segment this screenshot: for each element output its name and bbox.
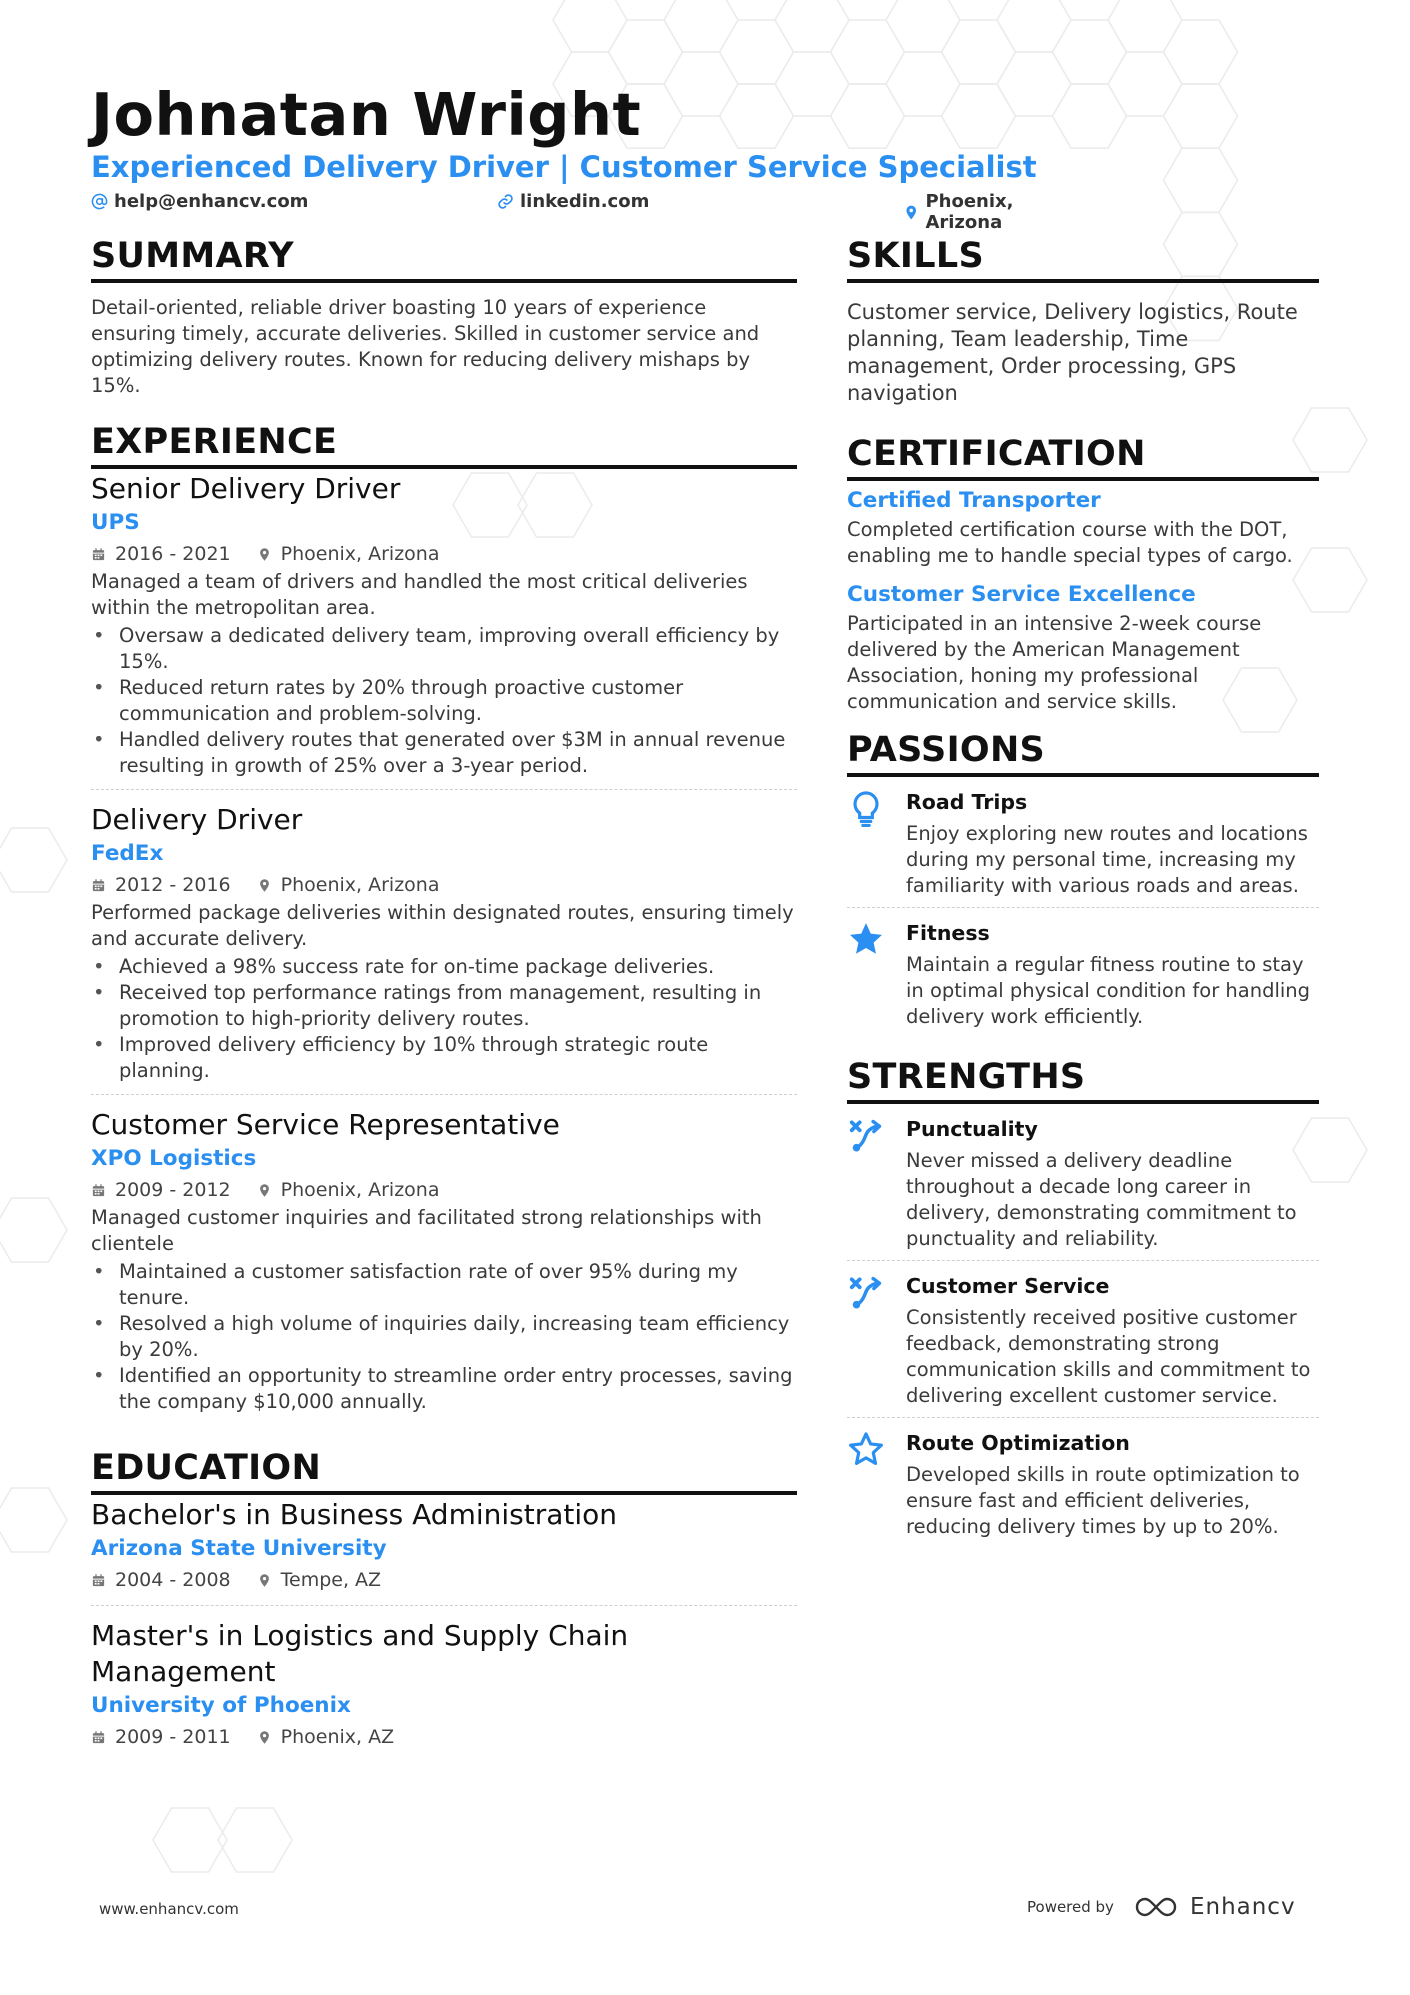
item-title: Punctuality [906,1117,1038,1141]
skills-heading: SKILLS [847,235,1319,283]
certification-item [847,579,1319,715]
certification-name[interactable]: Certified Transporter [847,488,1101,513]
summary-heading: SUMMARY [91,235,797,283]
calendar-icon [91,1183,106,1198]
certification-name[interactable]: Customer Service Excellence [847,582,1196,607]
entry-location [257,870,440,900]
email-text: help@enhancv.com [114,191,309,212]
item-title: Fitness [906,921,990,945]
location-text: Phoenix, Arizona [925,191,1014,233]
candidate-name: Johnatan Wright [91,80,642,149]
job-title: Customer Service Representative [91,1108,560,1141]
achievement-item: • Identified an opportunity to streamline order entry processes, saving the company $10,000 annually. [91,1363,797,1415]
item-title: Route Optimization [906,1431,1130,1455]
education-heading: EDUCATION [91,1447,797,1495]
job-description: Managed customer inquiries and facilitated strong relationships with clientele [91,1206,762,1255]
item-description: Consistently received positive customer feedback, demonstrating strong communication skills and commitment to delivering excellent customer service. [906,1306,1311,1407]
degree-title: Master's in Logistics and Supply Chain Management [91,1619,629,1688]
calendar-icon [91,1730,106,1745]
experience-list [91,471,797,1425]
achievement-item: • Oversaw a dedicated delivery team, improving overall efficiency by 15%. [91,623,797,675]
date-range: 2016 - 2021 [115,543,231,565]
enhancv-logo[interactable] [1134,1894,1296,1920]
enhancv-logo-text: Enhancv [1189,1894,1296,1920]
footer-branding [1027,1894,1296,1920]
certification-description: Participated in an intensive 2-week course delivered by the American Management Association, honing my professional communication and service skills. [847,612,1262,713]
passions-list [847,777,1319,1038]
company-name[interactable]: XPO Logistics [91,1146,257,1171]
item-icon-box [847,918,906,1030]
link-icon [497,193,514,210]
date-location-row [91,1722,797,1752]
experience-section [91,421,797,1425]
skills-section [847,235,1319,407]
entry-location [257,1175,440,1205]
experience-entry [91,1094,797,1425]
item-description: Enjoy exploring new routes and locations during my personal time, increasing my familiarity with various roads and areas. [906,822,1308,897]
passions-item [847,907,1319,1038]
contact-linkedin[interactable] [497,191,649,212]
date-location-row [91,870,797,900]
achievement-list [91,954,797,1084]
achievement-item: • Reduced return rates by 20% through proactive customer communication and problem-solving. [91,675,797,727]
summary-text: Detail-oriented, reliable driver boasting 10 years of experience ensuring timely, accurate deliveries. Skilled in customer service and optimizing delivery routes. Known for reducing delivery mishaps by 15%. [91,296,760,397]
location-text: Phoenix, Arizona [280,874,440,896]
item-description: Never missed a delivery deadline throughout a decade long career in delivery, demonstrating commitment to punctuality and reliability. [906,1149,1297,1250]
education-section [91,1447,797,1762]
map-pin-icon [257,878,272,893]
contact-email[interactable] [91,191,308,212]
star-outline-icon [847,1430,885,1468]
map-pin-icon [257,1573,272,1588]
experience-entry [91,789,797,1094]
strengths-item [847,1417,1319,1548]
star-filled-icon [847,920,885,958]
achievement-item: • Handled delivery routes that generated over $3M in annual revenue resulting in growth of 25% over a 3-year period. [91,727,797,779]
job-title: Senior Delivery Driver [91,472,401,505]
contact-location [903,191,1091,233]
education-entry [91,1605,797,1762]
certification-description: Completed certification course with the DOT, enabling me to handle special types of cargo. [847,518,1293,567]
calendar-icon [91,547,106,562]
strengths-list [847,1104,1319,1548]
date-location-row [91,1565,797,1595]
summary-section [91,235,797,399]
item-icon-box [847,1114,906,1252]
job-title: Delivery Driver [91,803,303,836]
left-column [91,235,797,1762]
route-icon [847,1273,885,1311]
company-name[interactable]: FedEx [91,841,164,866]
company-name[interactable]: UPS [91,510,140,535]
achievement-list [91,1259,797,1415]
item-description: Maintain a regular fitness routine to stay in optimal physical condition for handling delivery work efficiently. [906,953,1311,1028]
item-title: Customer Service [906,1274,1110,1298]
map-pin-icon [257,547,272,562]
education-list [91,1497,797,1762]
entry-location [257,1565,381,1595]
date-range: 2009 - 2012 [115,1179,231,1201]
map-pin-icon [257,1730,272,1745]
item-icon-box [847,787,906,899]
date-range: 2009 - 2011 [115,1726,231,1748]
location-text: Phoenix, Arizona [280,543,440,565]
contact-bar [91,191,1091,233]
strengths-item [847,1104,1319,1260]
location-text: Phoenix, Arizona [280,1179,440,1201]
date-location-row [91,1175,797,1205]
certification-item [847,485,1319,569]
linkedin-text: linkedin.com [520,191,650,212]
powered-by-text: Powered by [1027,1898,1114,1916]
school-name[interactable]: University of Phoenix [91,1693,351,1718]
job-description: Managed a team of drivers and handled the most critical deliveries within the metropolitan area. [91,570,748,619]
education-entry [91,1497,797,1605]
entry-location [257,539,440,569]
at-icon [91,193,108,210]
item-body [906,787,1319,899]
achievement-item: • Achieved a 98% success rate for on-time package deliveries. [91,954,797,980]
item-icon-box [847,1271,906,1409]
experience-entry [91,471,797,789]
entry-location [257,1722,394,1752]
item-body [906,1271,1319,1409]
strengths-heading: STRENGTHS [847,1056,1319,1104]
certification-heading: CERTIFICATION [847,433,1319,481]
date-range: 2012 - 2016 [115,874,231,896]
date-range: 2004 - 2008 [115,1569,231,1591]
route-icon [847,1116,885,1154]
item-description: Developed skills in route optimization to ensure fast and efficient deliveries, reducing delivery times by up to 20%. [906,1463,1300,1538]
item-body [906,918,1319,1030]
calendar-icon [91,1573,106,1588]
enhancv-logo-icon [1134,1895,1180,1919]
footer-website[interactable]: www.enhancv.com [99,1900,239,1918]
skills-text: Customer service, Delivery logistics, Route planning, Team leadership, Time management, Order processing, GPS navigation [847,300,1298,405]
right-column [847,235,1319,1548]
degree-title: Bachelor's in Business Administration [91,1498,618,1531]
candidate-headline: Experienced Delivery Driver | Customer Service Specialist [91,150,1037,184]
achievement-item: • Received top performance ratings from management, resulting in promotion to high-priority delivery routes. [91,980,797,1032]
school-name[interactable]: Arizona State University [91,1536,387,1561]
achievement-item: • Maintained a customer satisfaction rate of over 95% during my tenure. [91,1259,797,1311]
item-icon-box [847,1428,906,1540]
job-description: Performed package deliveries within designated routes, ensuring timely and accurate delivery. [91,901,794,950]
map-pin-icon [257,1183,272,1198]
date-location-row [91,539,797,569]
item-body [906,1428,1319,1540]
item-title: Road Trips [906,790,1028,814]
passions-section [847,729,1319,1038]
strengths-section [847,1056,1319,1548]
map-pin-icon [903,204,919,221]
passions-heading: PASSIONS [847,729,1319,777]
passions-item [847,777,1319,907]
strengths-item [847,1260,1319,1417]
calendar-icon [91,878,106,893]
achievement-list [91,623,797,779]
item-body [906,1114,1319,1252]
location-text: Tempe, AZ [280,1569,382,1591]
lightbulb-icon [847,789,885,827]
certification-section [847,433,1319,715]
experience-heading: EXPERIENCE [91,421,797,469]
achievement-item: • Resolved a high volume of inquiries daily, increasing team efficiency by 20%. [91,1311,797,1363]
achievement-item: • Improved delivery efficiency by 10% through strategic route planning. [91,1032,797,1084]
location-text: Phoenix, AZ [280,1726,395,1748]
certification-list [847,485,1319,715]
